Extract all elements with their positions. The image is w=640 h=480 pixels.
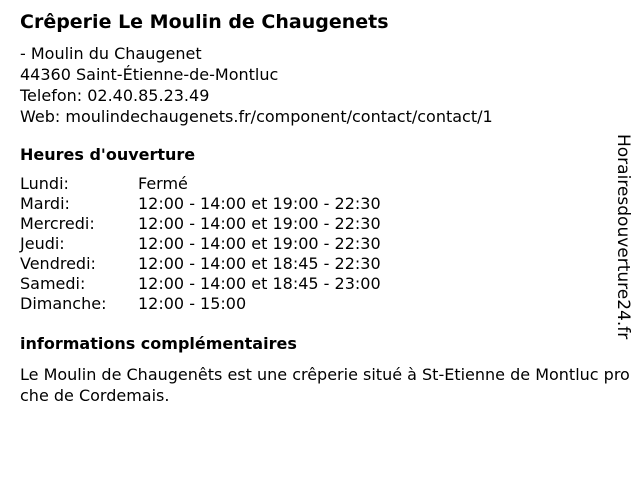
day-label: Mardi:: [20, 194, 70, 213]
hours-row-mercredi: [20, 214, 381, 234]
hours-row-lundi: [20, 174, 381, 194]
day-label: Mercredi:: [20, 214, 95, 233]
phone-number: Telefon: 02.40.85.23.49: [20, 86, 210, 105]
site-watermark: Horairesdouverture24.fr: [613, 134, 633, 340]
time-value: 12:00 - 14:00 et 18:45 - 22:30: [138, 254, 381, 273]
day-label: Jeudi:: [20, 234, 65, 253]
hours-row-mardi: [20, 194, 381, 214]
day-label: Lundi:: [20, 174, 69, 193]
hours-row-samedi: [20, 274, 381, 294]
day-label: Samedi:: [20, 274, 86, 293]
page-title: Crêperie Le Moulin de Chaugenets: [20, 11, 389, 33]
additional-info-heading: informations complémentaires: [20, 334, 297, 353]
time-value: 12:00 - 14:00 et 18:45 - 23:00: [138, 274, 381, 293]
address-block: [20, 43, 493, 127]
time-value: 12:00 - 14:00 et 19:00 - 22:30: [138, 214, 381, 233]
hours-row-jeudi: [20, 234, 381, 254]
address-line-1: - Moulin du Chaugenet: [20, 44, 202, 63]
address-line-2: 44360 Saint-Étienne-de-Montluc: [20, 65, 279, 84]
day-label: Dimanche:: [20, 294, 107, 313]
time-value: 12:00 - 14:00 et 19:00 - 22:30: [138, 194, 381, 213]
website: Web: moulindechaugenets.fr/component/contact/contact/1: [20, 107, 493, 126]
hours-row-vendredi: [20, 254, 381, 274]
opening-hours-table: [20, 174, 381, 314]
time-value: 12:00 - 14:00 et 19:00 - 22:30: [138, 234, 381, 253]
time-value: Fermé: [138, 174, 188, 193]
additional-info-text: Le Moulin de Chaugenêts est une crêperie situé à St-Etienne de Montluc proche de Cordemais.: [20, 365, 630, 405]
time-value: 12:00 - 15:00: [138, 294, 247, 313]
day-label: Vendredi:: [20, 254, 96, 273]
hours-row-dimanche: [20, 294, 381, 314]
opening-hours-heading: Heures d'ouverture: [20, 145, 196, 164]
